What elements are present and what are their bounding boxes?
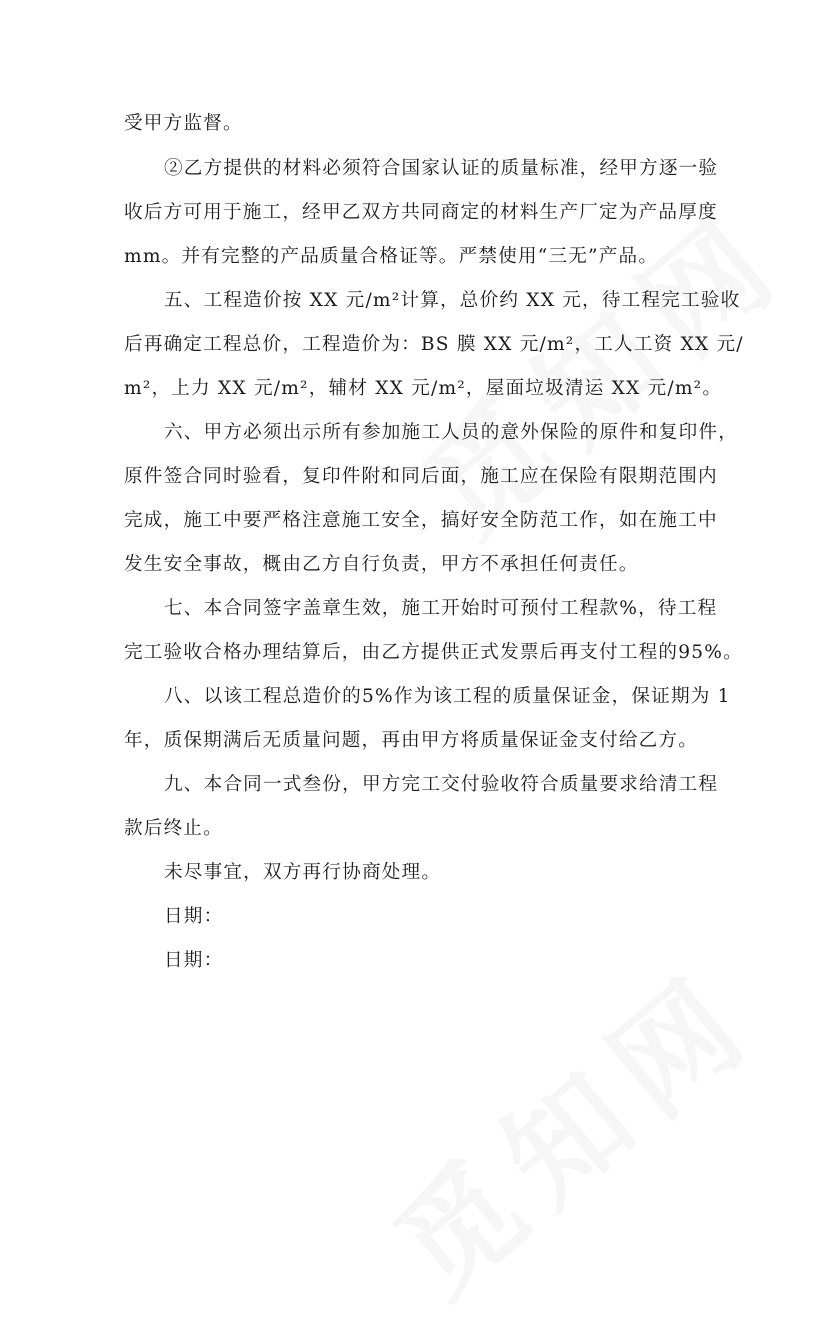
date-label: 日期： <box>164 950 224 971</box>
text-line: m²，上力 XX 元/m²，辅材 XX 元/m²，屋面垃圾清运 XX 元/m²。 <box>124 378 723 399</box>
text-line: 受甲方监督。 <box>124 113 243 134</box>
text-line: 发生安全事故，概由乙方自行负责，甲方不承担任何责任。 <box>124 554 639 575</box>
text-line: 原件签合同时验看，复印件附和同后面，施工应在保险有限期范围内 <box>124 466 718 487</box>
text-line: 六、甲方必须出示所有参加施工人员的意外保险的原件和复印件， <box>164 422 739 443</box>
watermark <box>354 925 786 1327</box>
text-line: 后再确定工程总价，工程造价为：BS 膜 XX 元/m²，工人工资 XX 元/ <box>124 334 744 355</box>
text-line: mm。并有完整的产品质量合格证等。严禁使用“三无”产品。 <box>124 246 659 267</box>
text-line: 完成，施工中要严格注意施工安全，搞好安全防范工作，如在施工中 <box>124 510 718 531</box>
watermark <box>384 165 816 567</box>
text-line: 款后终止。 <box>124 818 223 839</box>
date-label: 日期： <box>164 906 224 927</box>
text-line: 九、本合同一式叁份，甲方完工交付验收符合质量要求给清工程 <box>164 774 719 795</box>
text-line: 年，质保期满后无质量问题，再由甲方将质量保证金支付给乙方。 <box>124 730 699 751</box>
text-line: ②乙方提供的材料必须符合国家认证的质量标准，经甲方逐一验 <box>164 158 719 179</box>
text-line: 未尽事宜，双方再行协商处理。 <box>164 862 442 883</box>
text-line: 五、工程造价按 XX 元/m²计算，总价约 XX 元，待工程完工验收 <box>164 290 741 311</box>
text-line: 完工验收合格办理结算后，由乙方提供正式发票后再支付工程的95%。 <box>124 642 743 663</box>
text-line: 七、本合同签字盖章生效，施工开始时可预付工程款%，待工程 <box>164 598 718 619</box>
text-line: 八、以该工程总造价的5%作为该工程的质量保证金，保证期为 1 <box>164 686 731 707</box>
text-line: 收后方可用于施工，经甲乙双方共同商定的材料生产厂定为产品厚度 <box>124 202 718 223</box>
